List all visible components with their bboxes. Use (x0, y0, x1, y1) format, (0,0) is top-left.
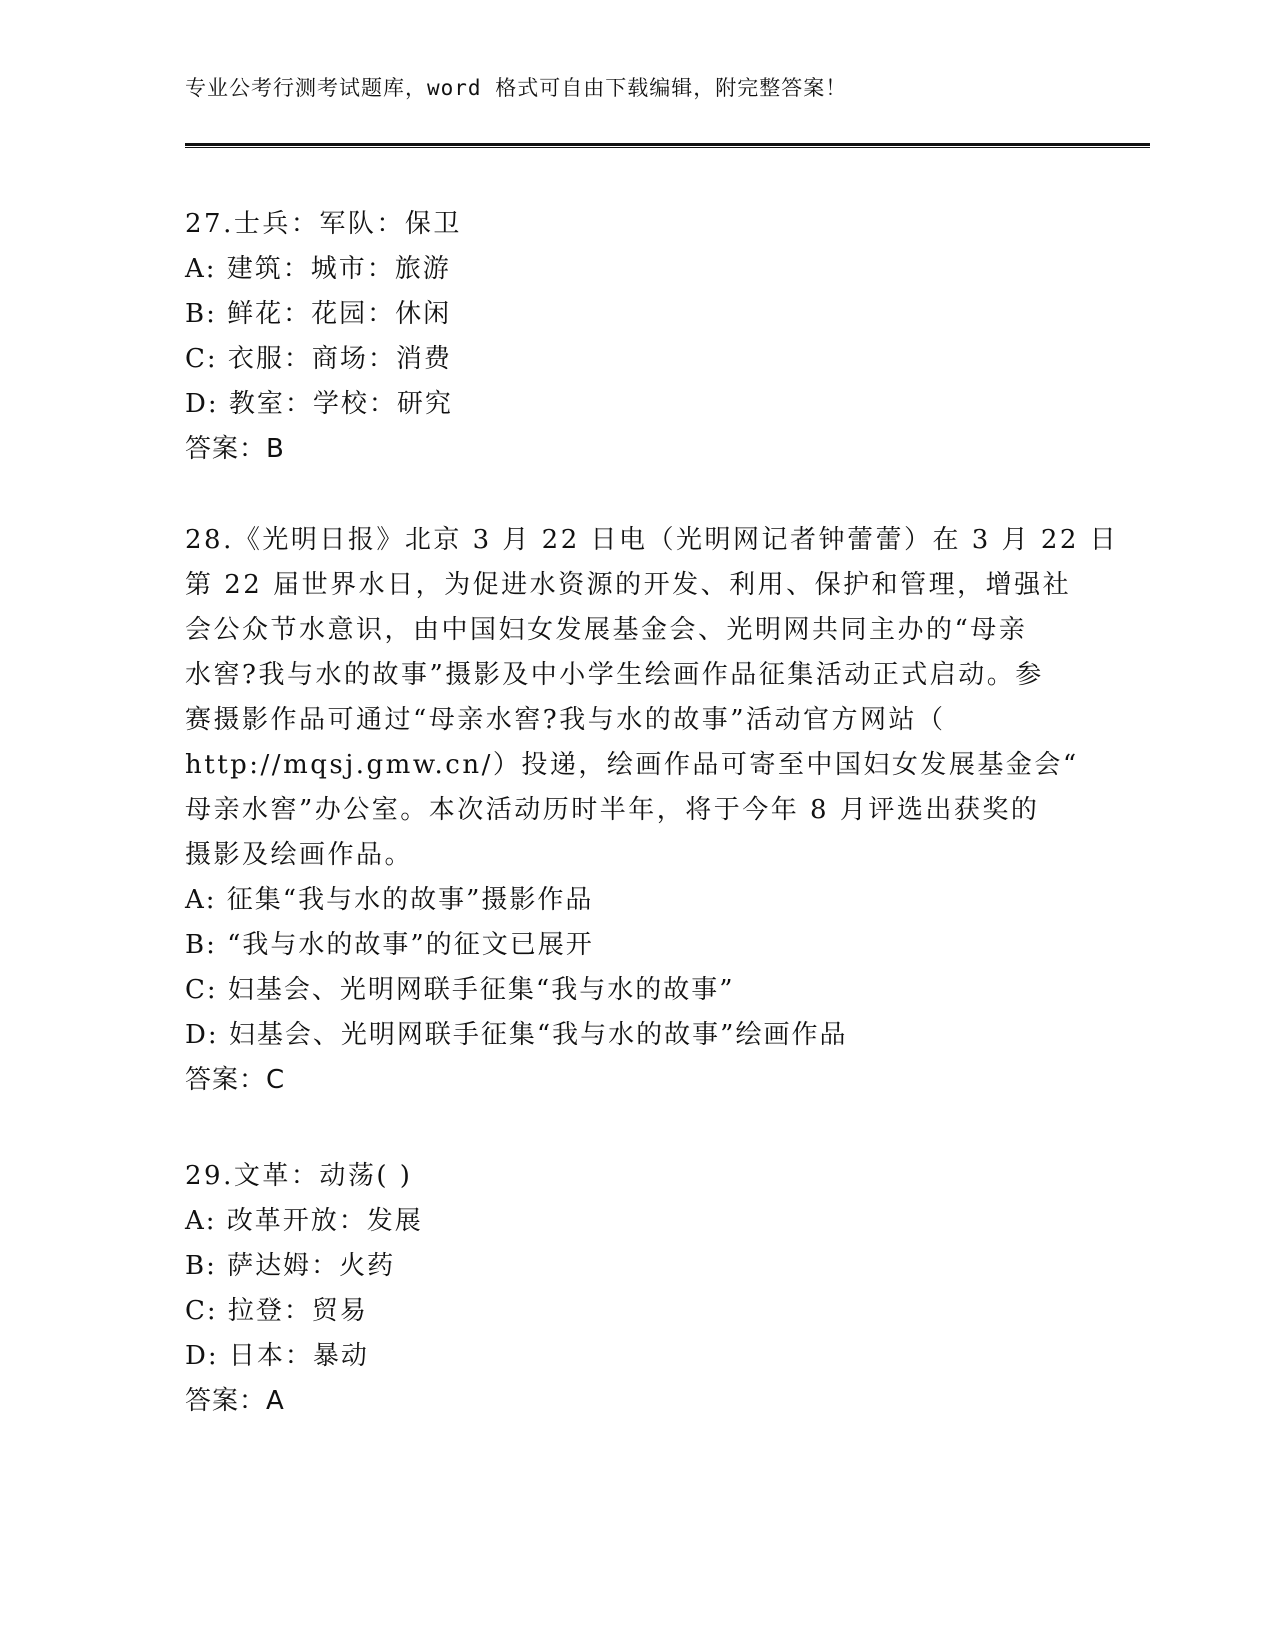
option-b: B: 鲜花：花园：休闲 (185, 299, 452, 329)
stem-line: 29.文革：动荡( ) (185, 1161, 413, 1191)
option-c: C: 衣服：商场：消费 (185, 344, 452, 374)
option-a: A: 征集“我与水的故事”摄影作品 (185, 885, 594, 915)
stem-line: 第 22 届世界水日，为促进水资源的开发、利用、保护和管理，增强社 (185, 570, 1072, 600)
stem-line: 28.《光明日报》北京 3 月 22 日电（光明网记者钟蕾蕾）在 3 月 22 日 (185, 525, 1119, 555)
option-a: A: 建筑：城市：旅游 (185, 254, 451, 284)
stem-line: 会公众节水意识，由中国妇女发展基金会、光明网共同主办的“母亲 (185, 615, 1028, 645)
header-divider (185, 143, 1150, 148)
page-header: 专业公考行测考试题库，word 格式可自由下载编辑，附完整答案！ (185, 76, 848, 100)
question-stem (185, 202, 1085, 247)
answer-line: 答案：C (185, 1065, 286, 1095)
question-27 (185, 202, 1085, 472)
question-stem (185, 1154, 1085, 1199)
option-c: C: 妇基会、光明网联手征集“我与水的故事” (185, 975, 735, 1005)
answer-line: 答案：A (185, 1386, 285, 1416)
stem-line: 水窖?我与水的故事”摄影及中小学生绘画作品征集活动正式启动。参 (185, 660, 1044, 690)
stem-line: 27.士兵：军队：保卫 (185, 209, 462, 239)
option-d: D: 妇基会、光明网联手征集“我与水的故事”绘画作品 (185, 1020, 848, 1050)
option-a: A: 改革开放：发展 (185, 1206, 423, 1236)
question-stem (185, 518, 1119, 878)
option-d: D: 教室：学校：研究 (185, 389, 453, 419)
stem-line: http://mqsj.gmw.cn/）投递，绘画作品可寄至中国妇女发展基金会“ (185, 750, 1079, 780)
option-d: D: 日本：暴动 (185, 1341, 369, 1371)
stem-line: 母亲水窖”办公室。本次活动历时半年，将于今年 8 月评选出获奖的 (185, 795, 1040, 825)
stem-line: 赛摄影作品可通过“母亲水窖?我与水的故事”活动官方网站（ (185, 705, 946, 735)
option-b: B: “我与水的故事”的征文已展开 (185, 930, 594, 960)
option-c: C: 拉登：贸易 (185, 1296, 368, 1326)
option-b: B: 萨达姆：火药 (185, 1251, 396, 1281)
question-29 (185, 1154, 1085, 1424)
stem-line: 摄影及绘画作品。 (185, 840, 414, 870)
answer-line: 答案：B (185, 434, 285, 464)
question-28 (185, 518, 1119, 1103)
